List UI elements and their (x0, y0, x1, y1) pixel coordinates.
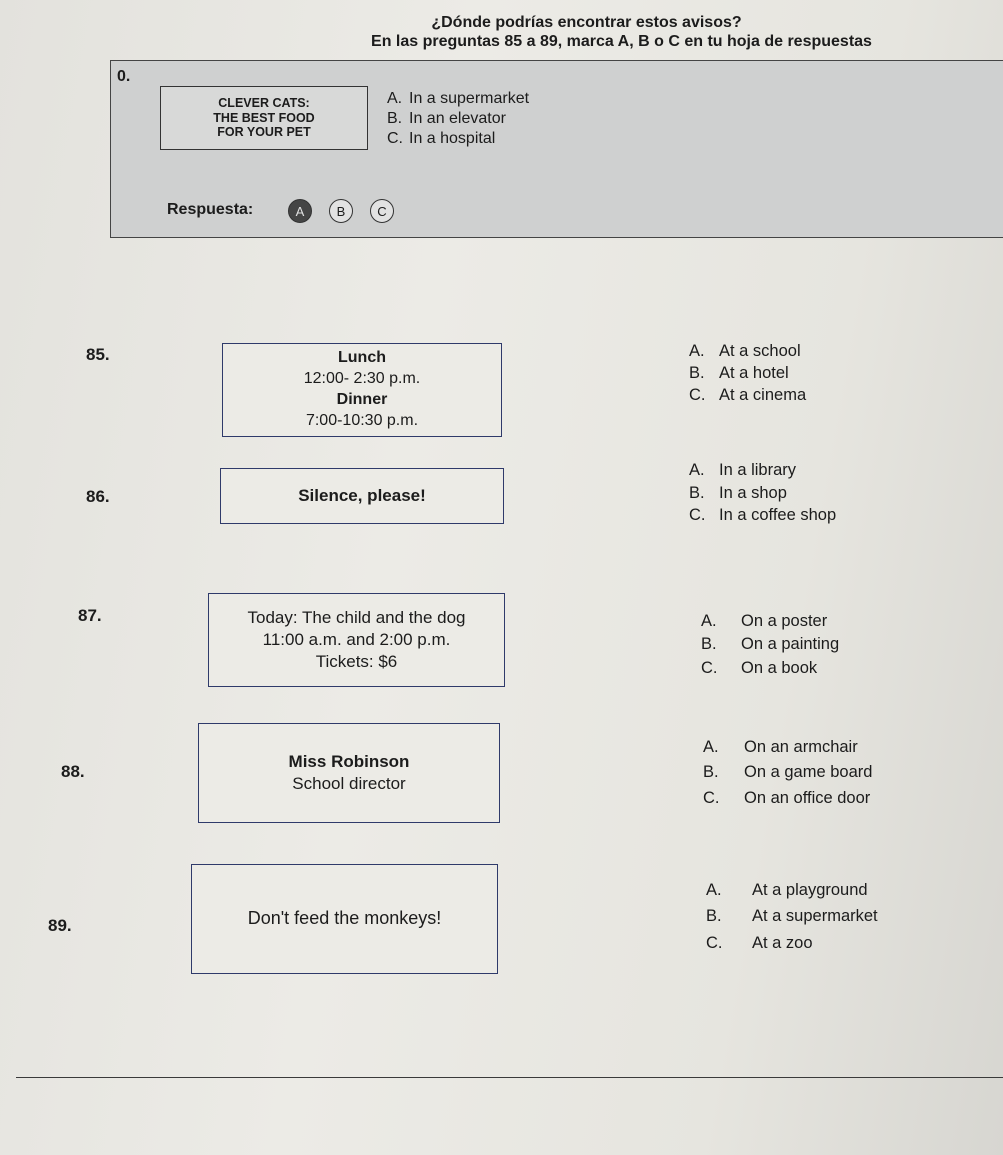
instructions: En las preguntas 85 a 89, marca A, B o C en tu hoja de respuestas (371, 33, 872, 50)
option-85-b[interactable] (689, 364, 789, 383)
option-text: At a zoo (752, 934, 813, 952)
option-86-a[interactable] (689, 461, 796, 480)
option-letter: A. (387, 90, 403, 107)
question-number: 87. (78, 606, 102, 625)
example-sign-line: FOR YOUR PET (217, 125, 311, 140)
option-text: In a shop (719, 484, 787, 502)
option-letter: A. (701, 612, 717, 630)
option-86-b[interactable] (689, 484, 787, 503)
sign-88 (198, 723, 500, 823)
option-text: In a hospital (409, 130, 496, 147)
option-text: At a cinema (719, 386, 807, 404)
option-letter: C. (701, 659, 718, 677)
sign-line: Dinner (336, 391, 388, 408)
sign-line: Today: The child and the dog (247, 607, 466, 627)
sign-line: 7:00-10:30 p.m. (305, 411, 419, 429)
option-letter: B. (706, 907, 722, 925)
question-number: 88. (61, 762, 85, 781)
option-text: In a library (719, 461, 797, 479)
example-option-b (387, 110, 506, 128)
option-88-c[interactable] (703, 789, 870, 808)
option-text: At a school (719, 342, 801, 360)
option-letter: B. (701, 635, 717, 653)
option-letter: C. (703, 789, 720, 807)
answer-bubble-a[interactable]: A (288, 199, 312, 223)
sign-line: Lunch (338, 349, 386, 367)
option-text: On a poster (741, 612, 828, 630)
bottom-divider (16, 1077, 1003, 1078)
option-88-b[interactable] (703, 763, 872, 782)
option-text: On a game board (744, 763, 873, 781)
example-sign-line: CLEVER CATS: (218, 96, 310, 111)
sign-89 (191, 864, 498, 974)
option-text: In a supermarket (409, 90, 530, 107)
option-letter: A. (689, 461, 705, 479)
option-89-b[interactable] (706, 907, 878, 926)
example-sign (160, 86, 368, 150)
option-text: On an armchair (744, 738, 858, 756)
option-87-b[interactable] (701, 635, 839, 654)
sign-line: Silence, please! (298, 485, 426, 505)
option-letter: A. (703, 738, 719, 756)
sign-87 (208, 593, 505, 687)
option-letter: C. (689, 386, 706, 404)
option-letter: B. (703, 763, 719, 781)
sign-line: Miss Robinson (288, 751, 410, 771)
option-text: In an elevator (409, 110, 506, 127)
option-86-c[interactable] (689, 506, 836, 525)
sign-line: 12:00- 2:30 p.m. (303, 370, 421, 388)
example-option-a (387, 90, 529, 108)
option-text: On a painting (741, 635, 840, 653)
sign-86 (220, 468, 504, 524)
option-87-c[interactable] (701, 659, 817, 678)
option-88-a[interactable] (703, 738, 858, 757)
question-number: 89. (48, 916, 72, 935)
question-number: 85. (86, 345, 110, 364)
option-letter: C. (706, 934, 723, 952)
option-text: On a book (741, 659, 818, 677)
answer-bubble-c[interactable]: C (370, 199, 394, 223)
option-text: In a coffee shop (719, 506, 837, 524)
page-title: ¿Dónde podrías encontrar estos avisos? (431, 14, 742, 31)
option-85-c[interactable] (689, 386, 806, 405)
option-letter: A. (706, 881, 722, 899)
sign-line: School director (292, 774, 406, 793)
sign-85 (222, 343, 502, 437)
example-number: 0. (117, 68, 131, 85)
option-letter: C. (387, 130, 403, 147)
option-89-c[interactable] (706, 934, 813, 953)
answer-bubble-b[interactable]: B (329, 199, 353, 223)
option-89-a[interactable] (706, 881, 868, 900)
option-letter: B. (689, 484, 705, 502)
option-letter: C. (689, 506, 706, 524)
option-text: At a hotel (719, 364, 789, 382)
option-letter: B. (689, 364, 705, 382)
option-text: On an office door (744, 789, 871, 807)
option-87-a[interactable] (701, 612, 827, 631)
option-letter: B. (387, 110, 403, 127)
example-sign-line: THE BEST FOOD (213, 110, 315, 125)
question-number: 86. (86, 487, 110, 506)
option-text: At a playground (752, 881, 868, 899)
sign-line: 11:00 a.m. and 2:00 p.m. (262, 629, 451, 649)
answer-label: Respuesta: (167, 201, 254, 218)
option-85-a[interactable] (689, 342, 801, 361)
sign-line: Tickets: $6 (315, 652, 398, 672)
sign-line: Don't feed the monkeys! (247, 908, 442, 929)
option-letter: A. (689, 342, 705, 360)
option-text: At a supermarket (752, 907, 878, 925)
example-option-c (387, 130, 495, 148)
